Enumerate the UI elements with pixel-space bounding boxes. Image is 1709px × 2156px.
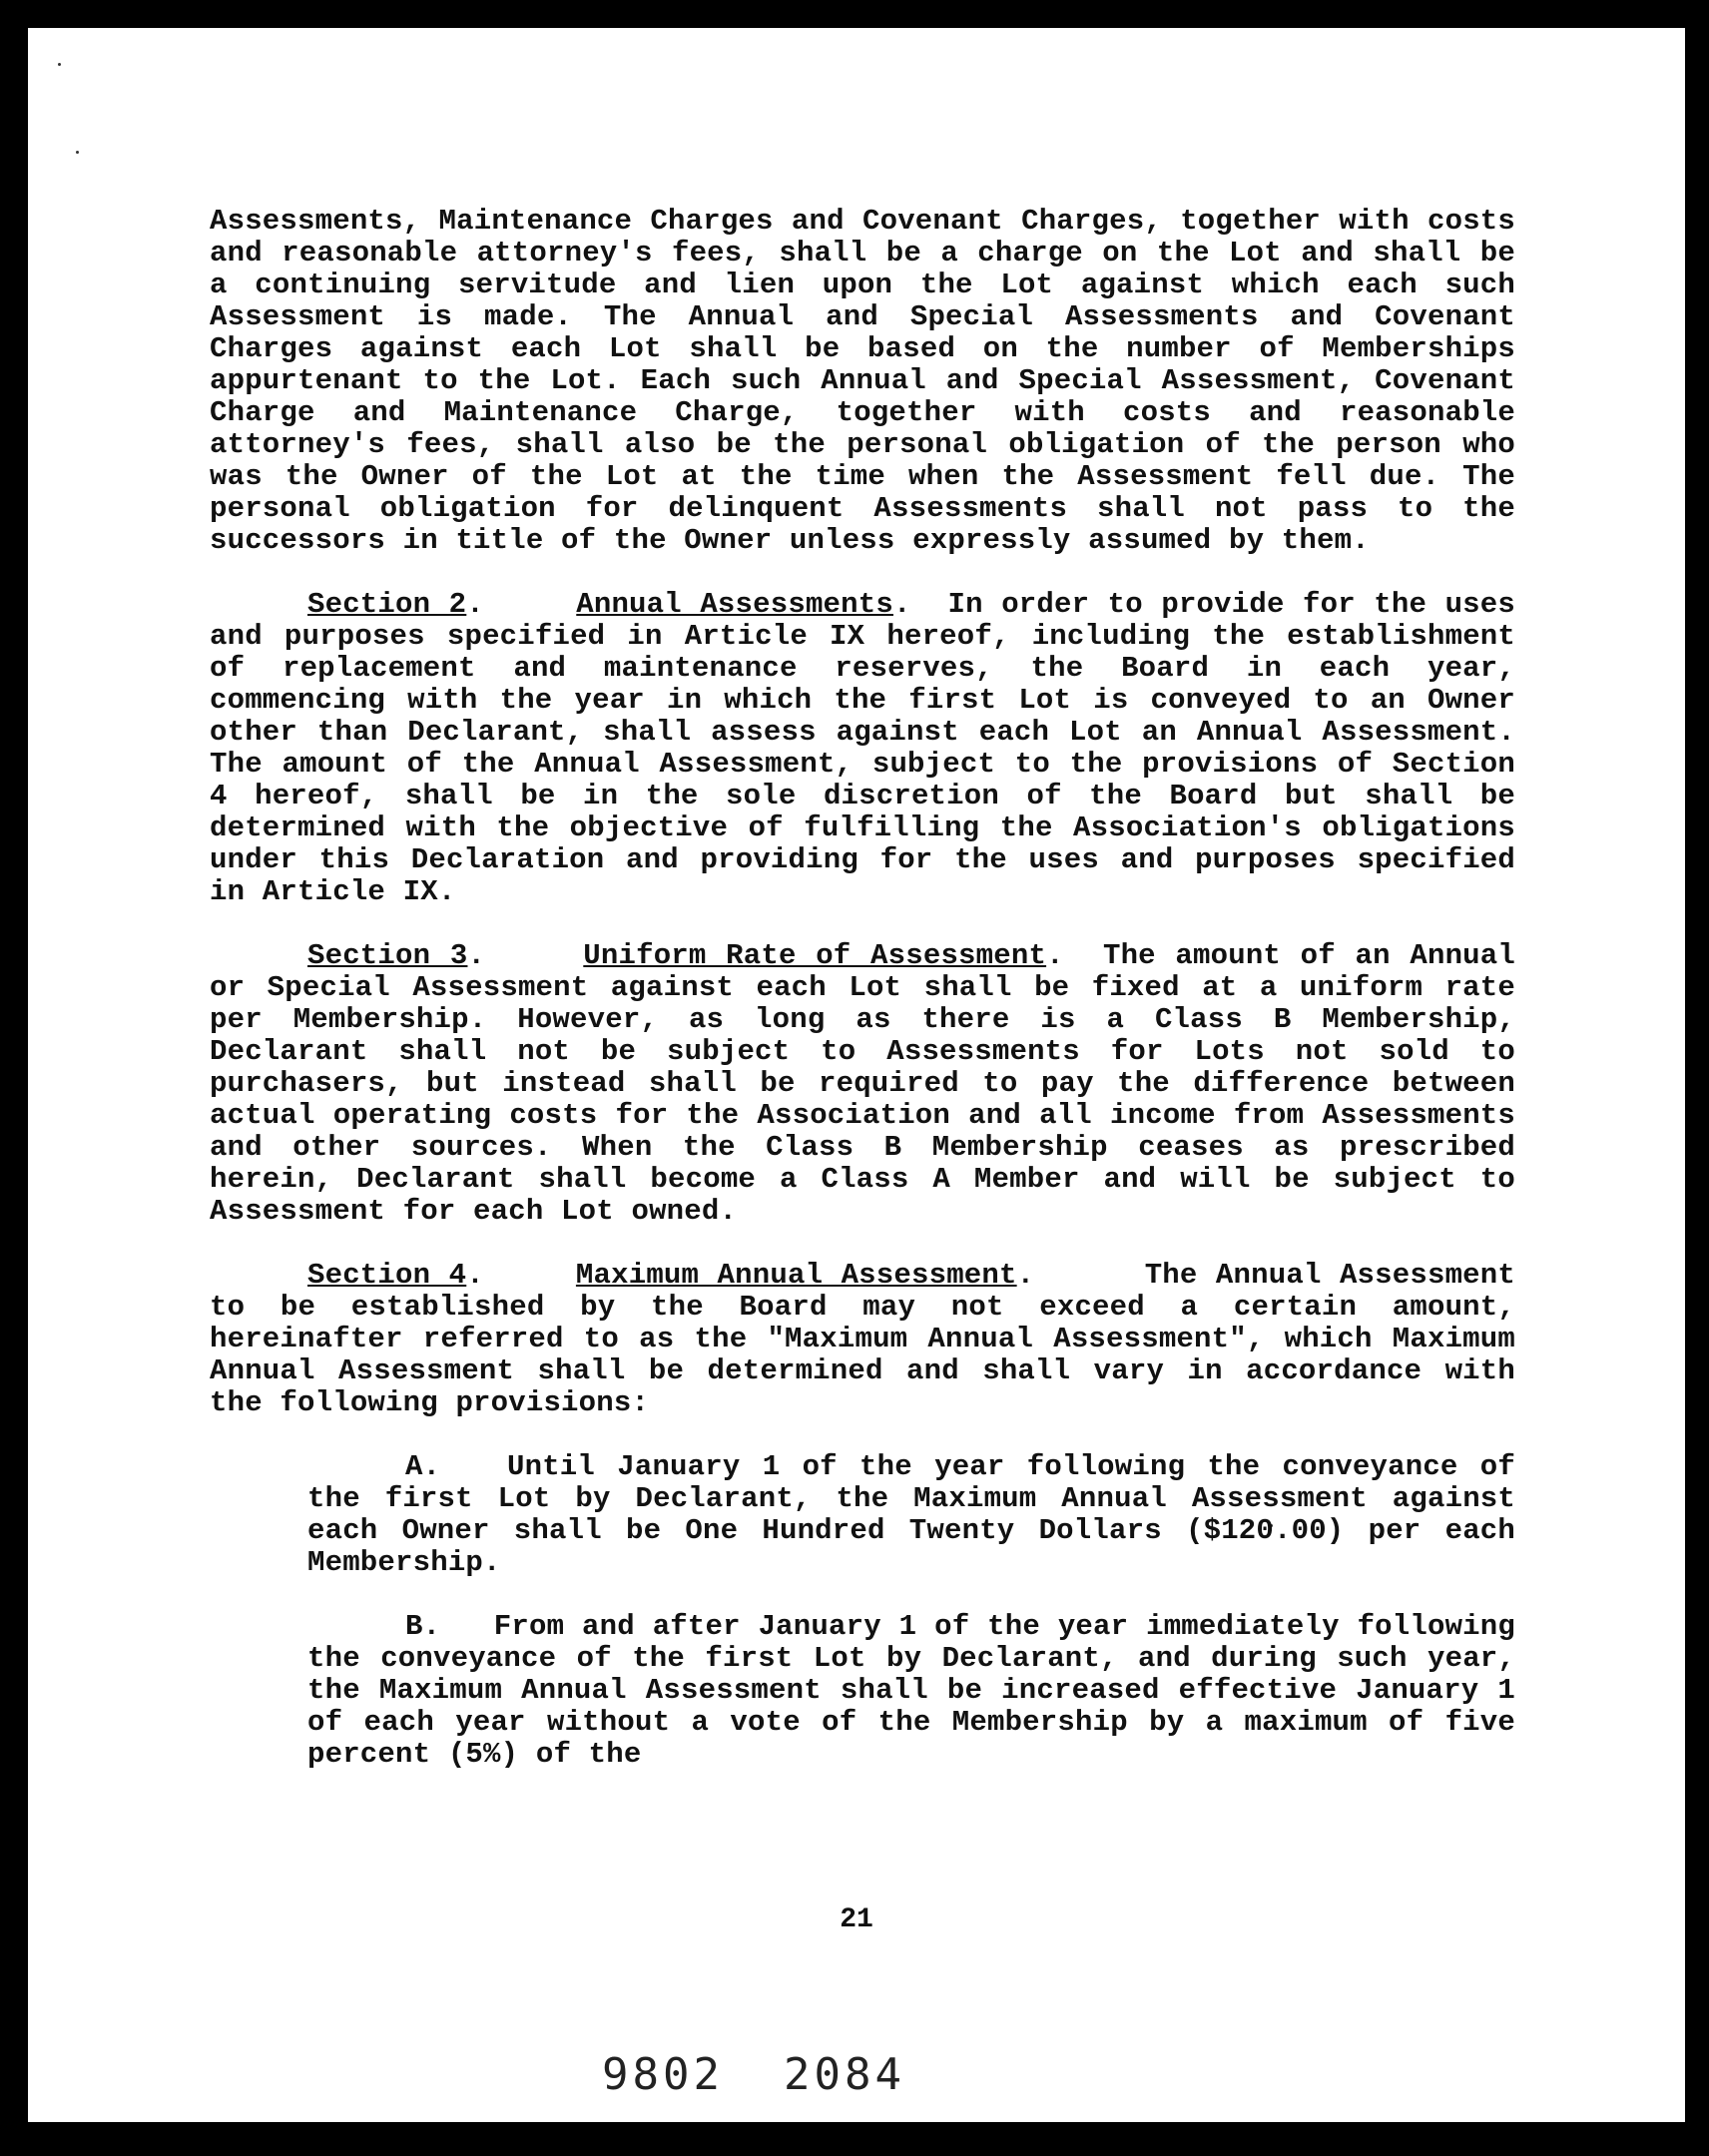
section-2-number: Section 2 xyxy=(307,588,467,621)
section-4-number: Section 4 xyxy=(307,1259,467,1292)
provision-a-label: A. xyxy=(405,1450,441,1483)
section-3-body: The amount of an Annual or Special Assessment against each Lot shall be fixed at a uniform rate per Membership. However, as long as there is a Class B Membership, Declarant shall not be subject to Assessments for Lots not sold to purchasers, but instead shall be required to pay the difference between actual operating costs for the Association and all income from Assessments and other sources. When the Class B Membership ceases as prescribed herein, Declarant shall become a Class A Member and will be subject to Assessment for each Lot owned. xyxy=(210,939,1515,1228)
provision-a xyxy=(307,1451,1515,1579)
section-3-title: Uniform Rate of Assessment xyxy=(583,939,1047,972)
scan-speck xyxy=(76,151,79,154)
document-page xyxy=(28,28,1685,2122)
provision-b-text: From and after January 1 of the year immediately following the conveyance of the first Lot by Declarant, and during such year, the Maximum Annual Assessment shall be increased effective January 1 of each year without a vote of the Membership by a maximum of five percent (5%) of the xyxy=(307,1610,1515,1771)
section-4-title: Maximum Annual Assessment xyxy=(575,1259,1017,1292)
provision-b xyxy=(307,1611,1515,1771)
stamp-right: 2084 xyxy=(783,2049,905,2100)
section-4-body: The Annual Assessment to be established by the Board may not exceed a certain amount, hereinafter referred to as the "Maximum Annual Assessment", which Maximum Annual Assessment shall be determined and shall vary in accordance with the following provisions: xyxy=(210,1259,1515,1419)
provision-b-label: B. xyxy=(405,1610,441,1643)
section-3-number: Section 3 xyxy=(307,939,468,972)
stamp-left: 9802 xyxy=(602,2049,724,2100)
section-2: Section 2. Annual Assessments. In order to provide for the uses and purposes specified in Article IX hereof, including the establishment of replacement and maintenance reserves, the Board in each year, commencing with the year in which the first Lot is conveyed to an Owner other than Declarant, shall assess against each Lot an Annual Assessment. The amount of the Annual Assessment, subject to the provisions of Section 4 hereof, shall be in the sole discretion of the Board but shall be determined with the objective of fulfilling the Association's obligations under this Declaration and providing for the uses and purposes specified in Article IX. xyxy=(210,588,1515,908)
scan-speck xyxy=(58,63,61,66)
provision-a-text: Until January 1 of the year following the conveyance of the first Lot by Declarant, the Maximum Annual Assessment against each Owner shall be One Hundred Twenty Dollars ($120.00) per each Membership. xyxy=(307,1450,1515,1579)
page-number: 21 xyxy=(840,1904,873,1935)
intro-paragraph: Assessments, Maintenance Charges and Covenant Charges, together with costs and reasonable attorney's fees, shall be a charge on the Lot and shall be a continuing servitude and lien upon the Lot against which each such Assessment is made. The Annual and Special Assessments and Covenant Charges against each Lot shall be based on the number of Memberships appurtenant to the Lot. Each such Annual and Special Assessment, Covenant Charge and Maintenance Charge, together with costs and reasonable attorney's fees, shall also be the personal obligation of the person who was the Owner of the Lot at the time when the Assessment fell due. The personal obligation for delinquent Assessments shall not pass to the successors in title of the Owner unless expressly assumed by them. xyxy=(210,205,1515,557)
body-text xyxy=(210,206,1515,1803)
section-3: Section 3. Uniform Rate of Assessment. The amount of an Annual or Special Assessment against each Lot shall be fixed at a uniform rate per Membership. However, as long as there is a Class B Membership, Declarant shall not be subject to Assessments for Lots not sold to purchasers, but instead shall be required to pay the difference between actual operating costs for the Association and all income from Assessments and other sources. When the Class B Membership ceases as prescribed herein, Declarant shall become a Class A Member and will be subject to Assessment for each Lot owned. xyxy=(210,939,1515,1228)
section-4: Section 4. Maximum Annual Assessment. The Annual Assessment to be established by the Board may not exceed a certain amount, hereinafter referred to as the "Maximum Annual Assessment", which Maximum Annual Assessment shall be determined and shall vary in accordance with the following provisions: xyxy=(210,1259,1515,1419)
section-2-title: Annual Assessments xyxy=(576,588,893,621)
section-2-body: In order to provide for the uses and purposes specified in Article IX hereof, including the establishment of replacement and maintenance reserves, the Board in each year, commencing with the year in which the first Lot is conveyed to an Owner other than Declarant, shall assess against each Lot an Annual Assessment. The amount of the Annual Assessment, subject to the provisions of Section 4 hereof, shall be in the sole discretion of the Board but shall be determined with the objective of fulfilling the Association's obligations under this Declaration and providing for the uses and purposes specified in Article IX. xyxy=(210,588,1515,908)
document-stamp-number xyxy=(602,2049,965,2100)
